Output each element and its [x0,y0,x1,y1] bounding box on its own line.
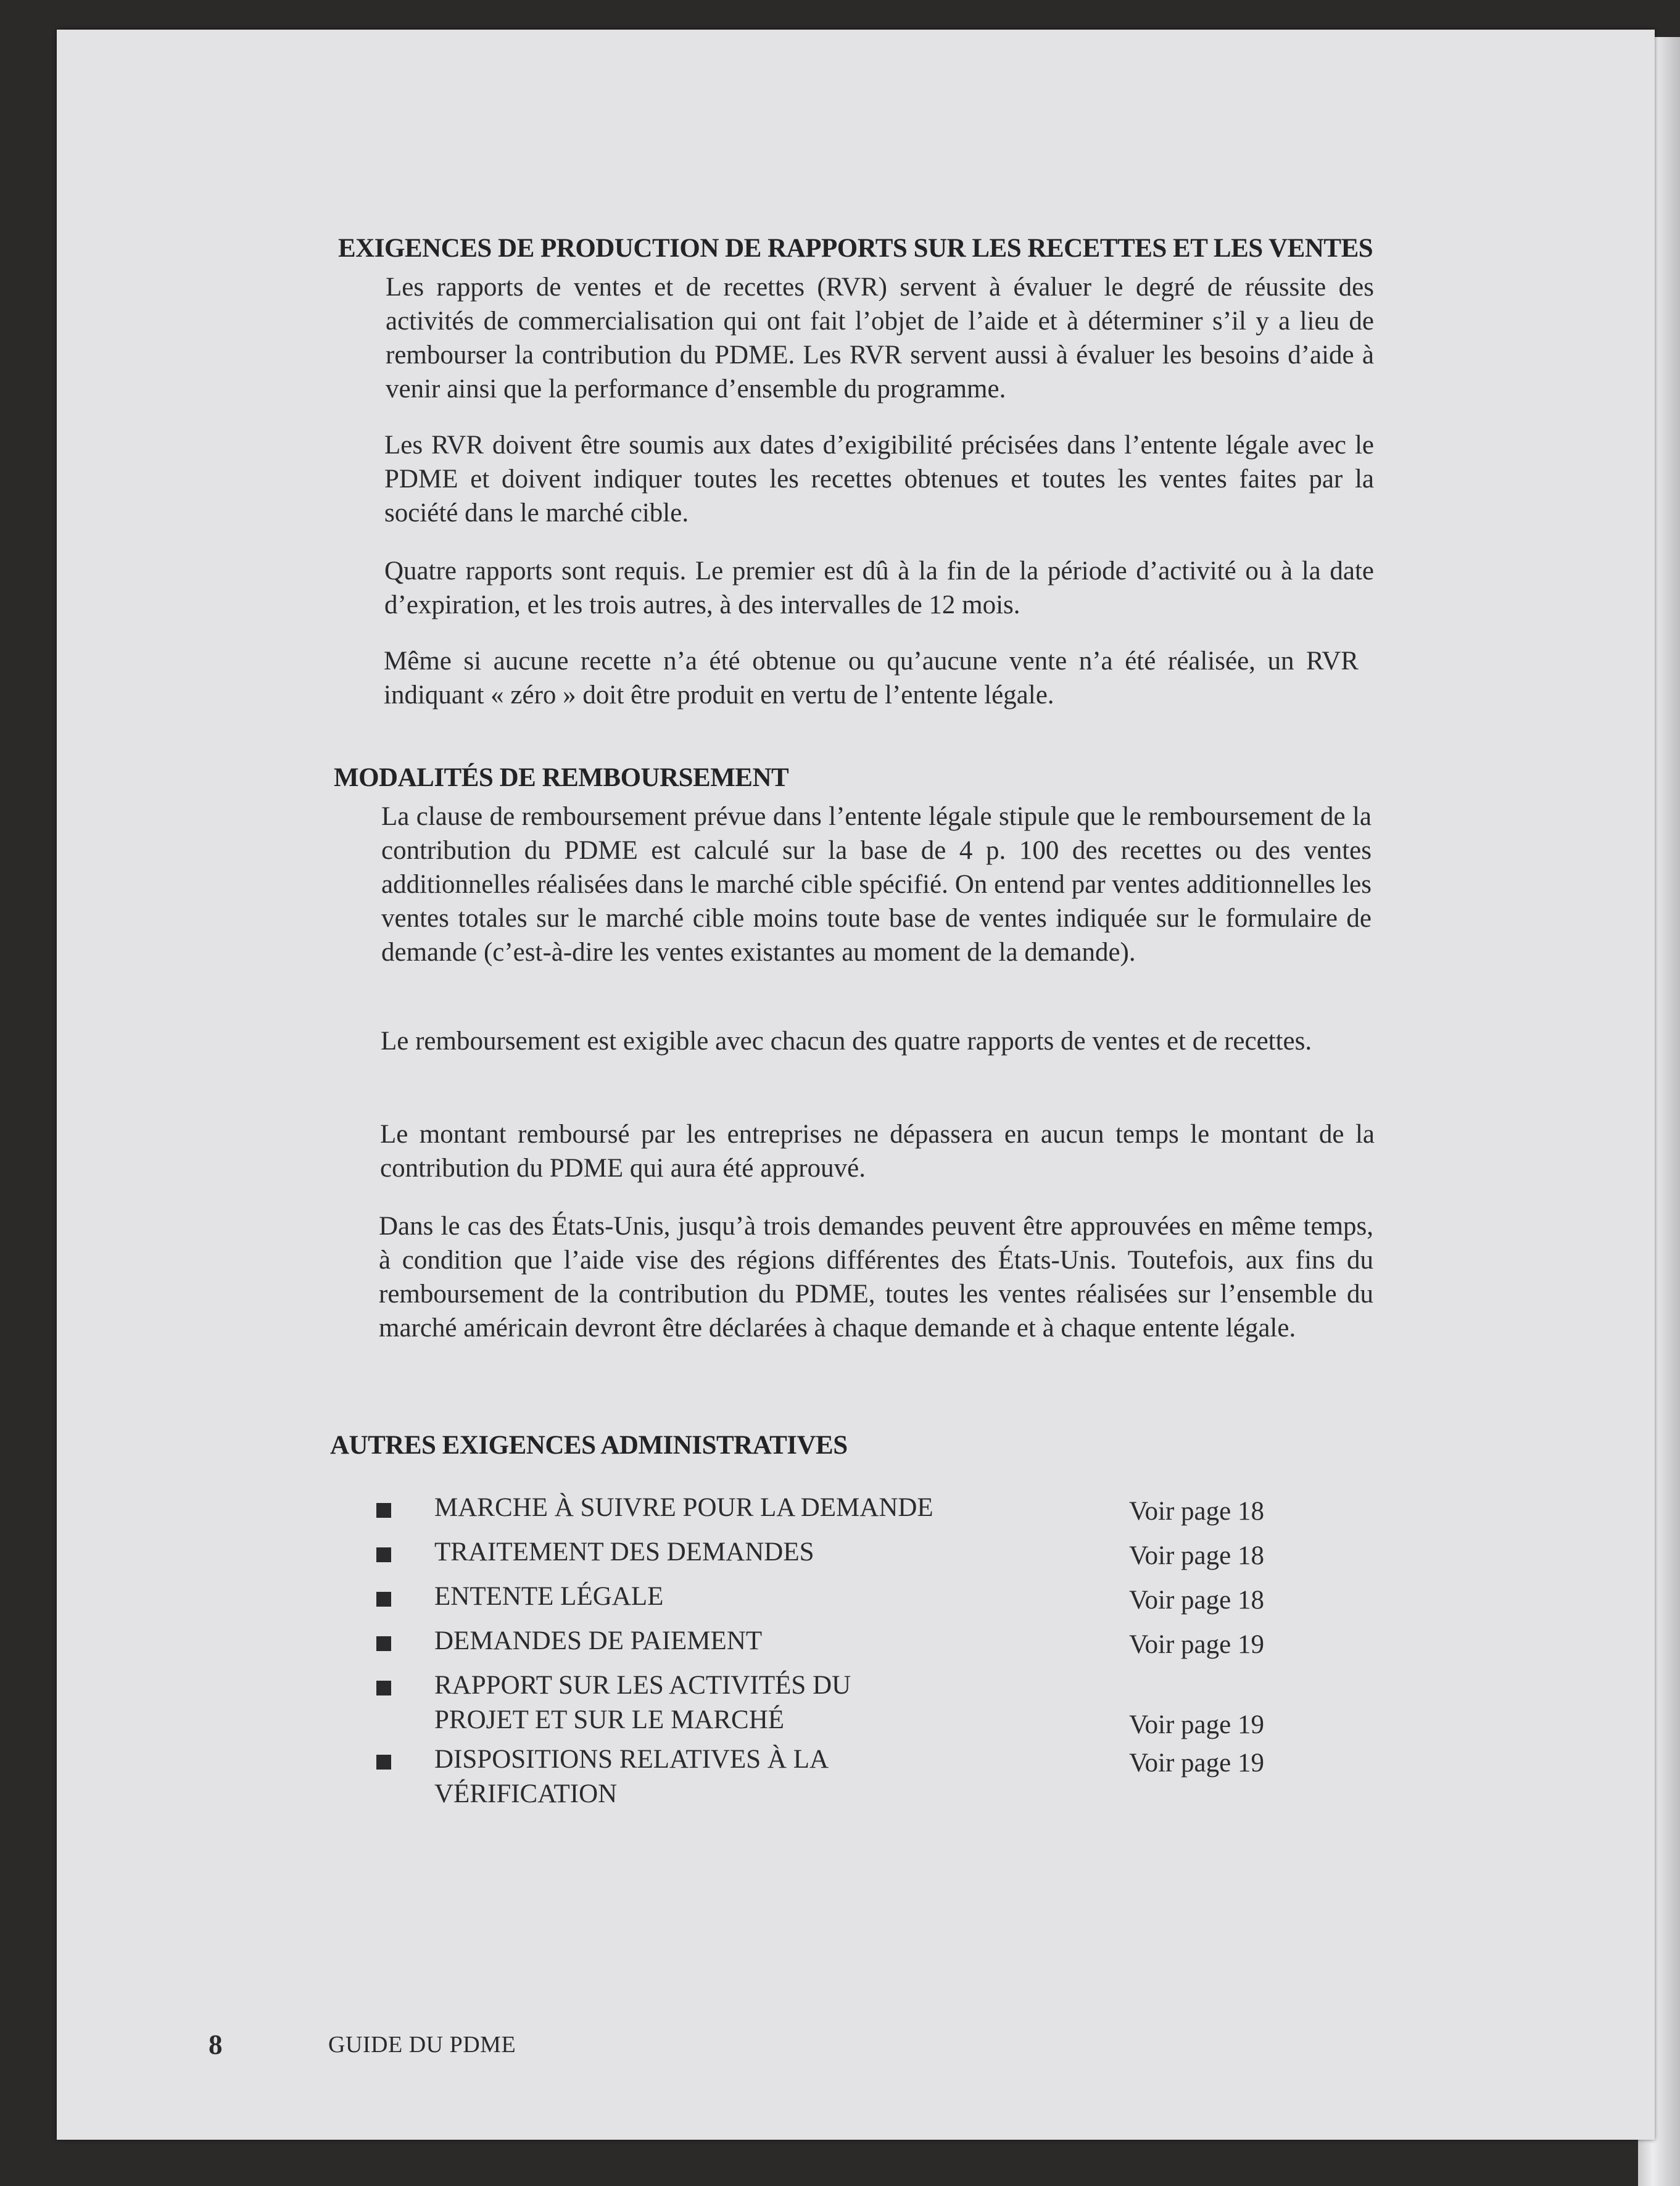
list-item [376,1668,1314,1742]
paragraph: Quatre rapports sont requis. Le premier est dû à la fin de la période d’activité ou à la date d’expiration, et les trois autres, à des intervalles de 12 mois. [384,557,1374,619]
square-bullet-icon [376,1547,391,1562]
section-heading-repayment: MODALITÉS DE REMBOURSEMENT [334,763,789,792]
list-item [376,1535,1314,1579]
paragraph: Même si aucune recette n’a été obtenue ou qu’aucune vente n’a été réalisée, un RVR indiquant « zéro » doit être produit en vertu de l’entente légale. [384,647,1359,710]
list-item [376,1579,1314,1624]
square-bullet-icon [376,1681,391,1695]
page-reference: Voir page 18 [1129,1586,1264,1615]
section-heading-other-requirements: AUTRES EXIGENCES ADMINISTRATIVES [330,1431,848,1460]
square-bullet-icon [376,1592,391,1607]
list-item-label: ENTENTE LÉGALE [434,1582,664,1611]
requirements-list [376,1491,1314,1808]
paragraph: Les RVR doivent être soumis aux dates d’exigibilité précisées dans l’entente légale avec le PDME et doivent indiquer toutes les recettes obtenues et toutes les ventes faites par la société dans le marché cible. [384,431,1374,528]
list-item-label: DISPOSITIONS RELATIVES À LA VÉRIFICATION [434,1745,827,1808]
section-heading-reports: EXIGENCES DE PRODUCTION DE RAPPORTS SUR LES RECETTES ET LES VENTES [338,234,1373,263]
page-content [57,30,1655,2140]
list-item-label: DEMANDES DE PAIEMENT [434,1626,763,1655]
page-reference: Voir page 19 [1129,1630,1264,1659]
list-item [376,1624,1314,1668]
list-item-label: MARCHE À SUIVRE POUR LA DEMANDE [434,1493,933,1522]
paragraph: Le montant remboursé par les entreprises ne dépassera en aucun temps le montant de la contribution du PDME qui aura été approuvé. [380,1120,1375,1183]
paragraph: Les rapports de ventes et de recettes (RVR) servent à évaluer le degré de réussite des activités de commercialisation qui ont fait l’objet de l’aide et à déterminer s’il y a lieu de rembourser la contribution du PDME. Les RVR servent aussi à évaluer les besoins d’aide à venir ainsi que la performance d’ensemble du programme. [386,273,1374,404]
page-reference: Voir page 19 [1129,1749,1264,1778]
page-reference: Voir page 19 [1129,1710,1264,1739]
page-reference: Voir page 18 [1129,1497,1264,1526]
document-page [57,30,1655,2140]
paragraph: Dans le cas des États-Unis, jusqu’à trois demandes peuvent être approuvées en même temps, à condition que l’aide vise des régions différentes des États-Unis. Toutefois, aux fins du remboursement de la contribution du PDME, toutes les ventes réalisées sur l’ensemble du marché américain devront être déclarées à chaque demande et à chaque entente légale. [379,1212,1373,1343]
list-item [376,1491,1314,1535]
square-bullet-icon [376,1636,391,1651]
paragraph: La clause de remboursement prévue dans l’entente légale stipule que le remboursement de la contribution du PDME est calculé sur la base de 4 p. 100 des recettes ou des ventes additionnelles réalisées dans le marché cible spécifié. On entend par ventes additionnelles les ventes totales sur le marché cible moins toute base de ventes indiquée sur le formulaire de demande (c’est-à-dire les ventes existantes au moment de la demande). [381,802,1372,967]
list-item-label: TRAITEMENT DES DEMANDES [434,1538,814,1567]
list-item-label: RAPPORT SUR LES ACTIVITÉS DU PROJET ET SUR LE MARCHÉ [434,1671,851,1734]
square-bullet-icon [376,1503,391,1518]
running-footer-title: GUIDE DU PDME [328,2032,516,2058]
paragraph: Le remboursement est exigible avec chacun des quatre rapports de ventes et de recettes. [381,1027,1312,1056]
page-number: 8 [209,2029,223,2060]
page-reference: Voir page 18 [1129,1541,1264,1570]
square-bullet-icon [376,1755,391,1770]
list-item [376,1742,1314,1808]
